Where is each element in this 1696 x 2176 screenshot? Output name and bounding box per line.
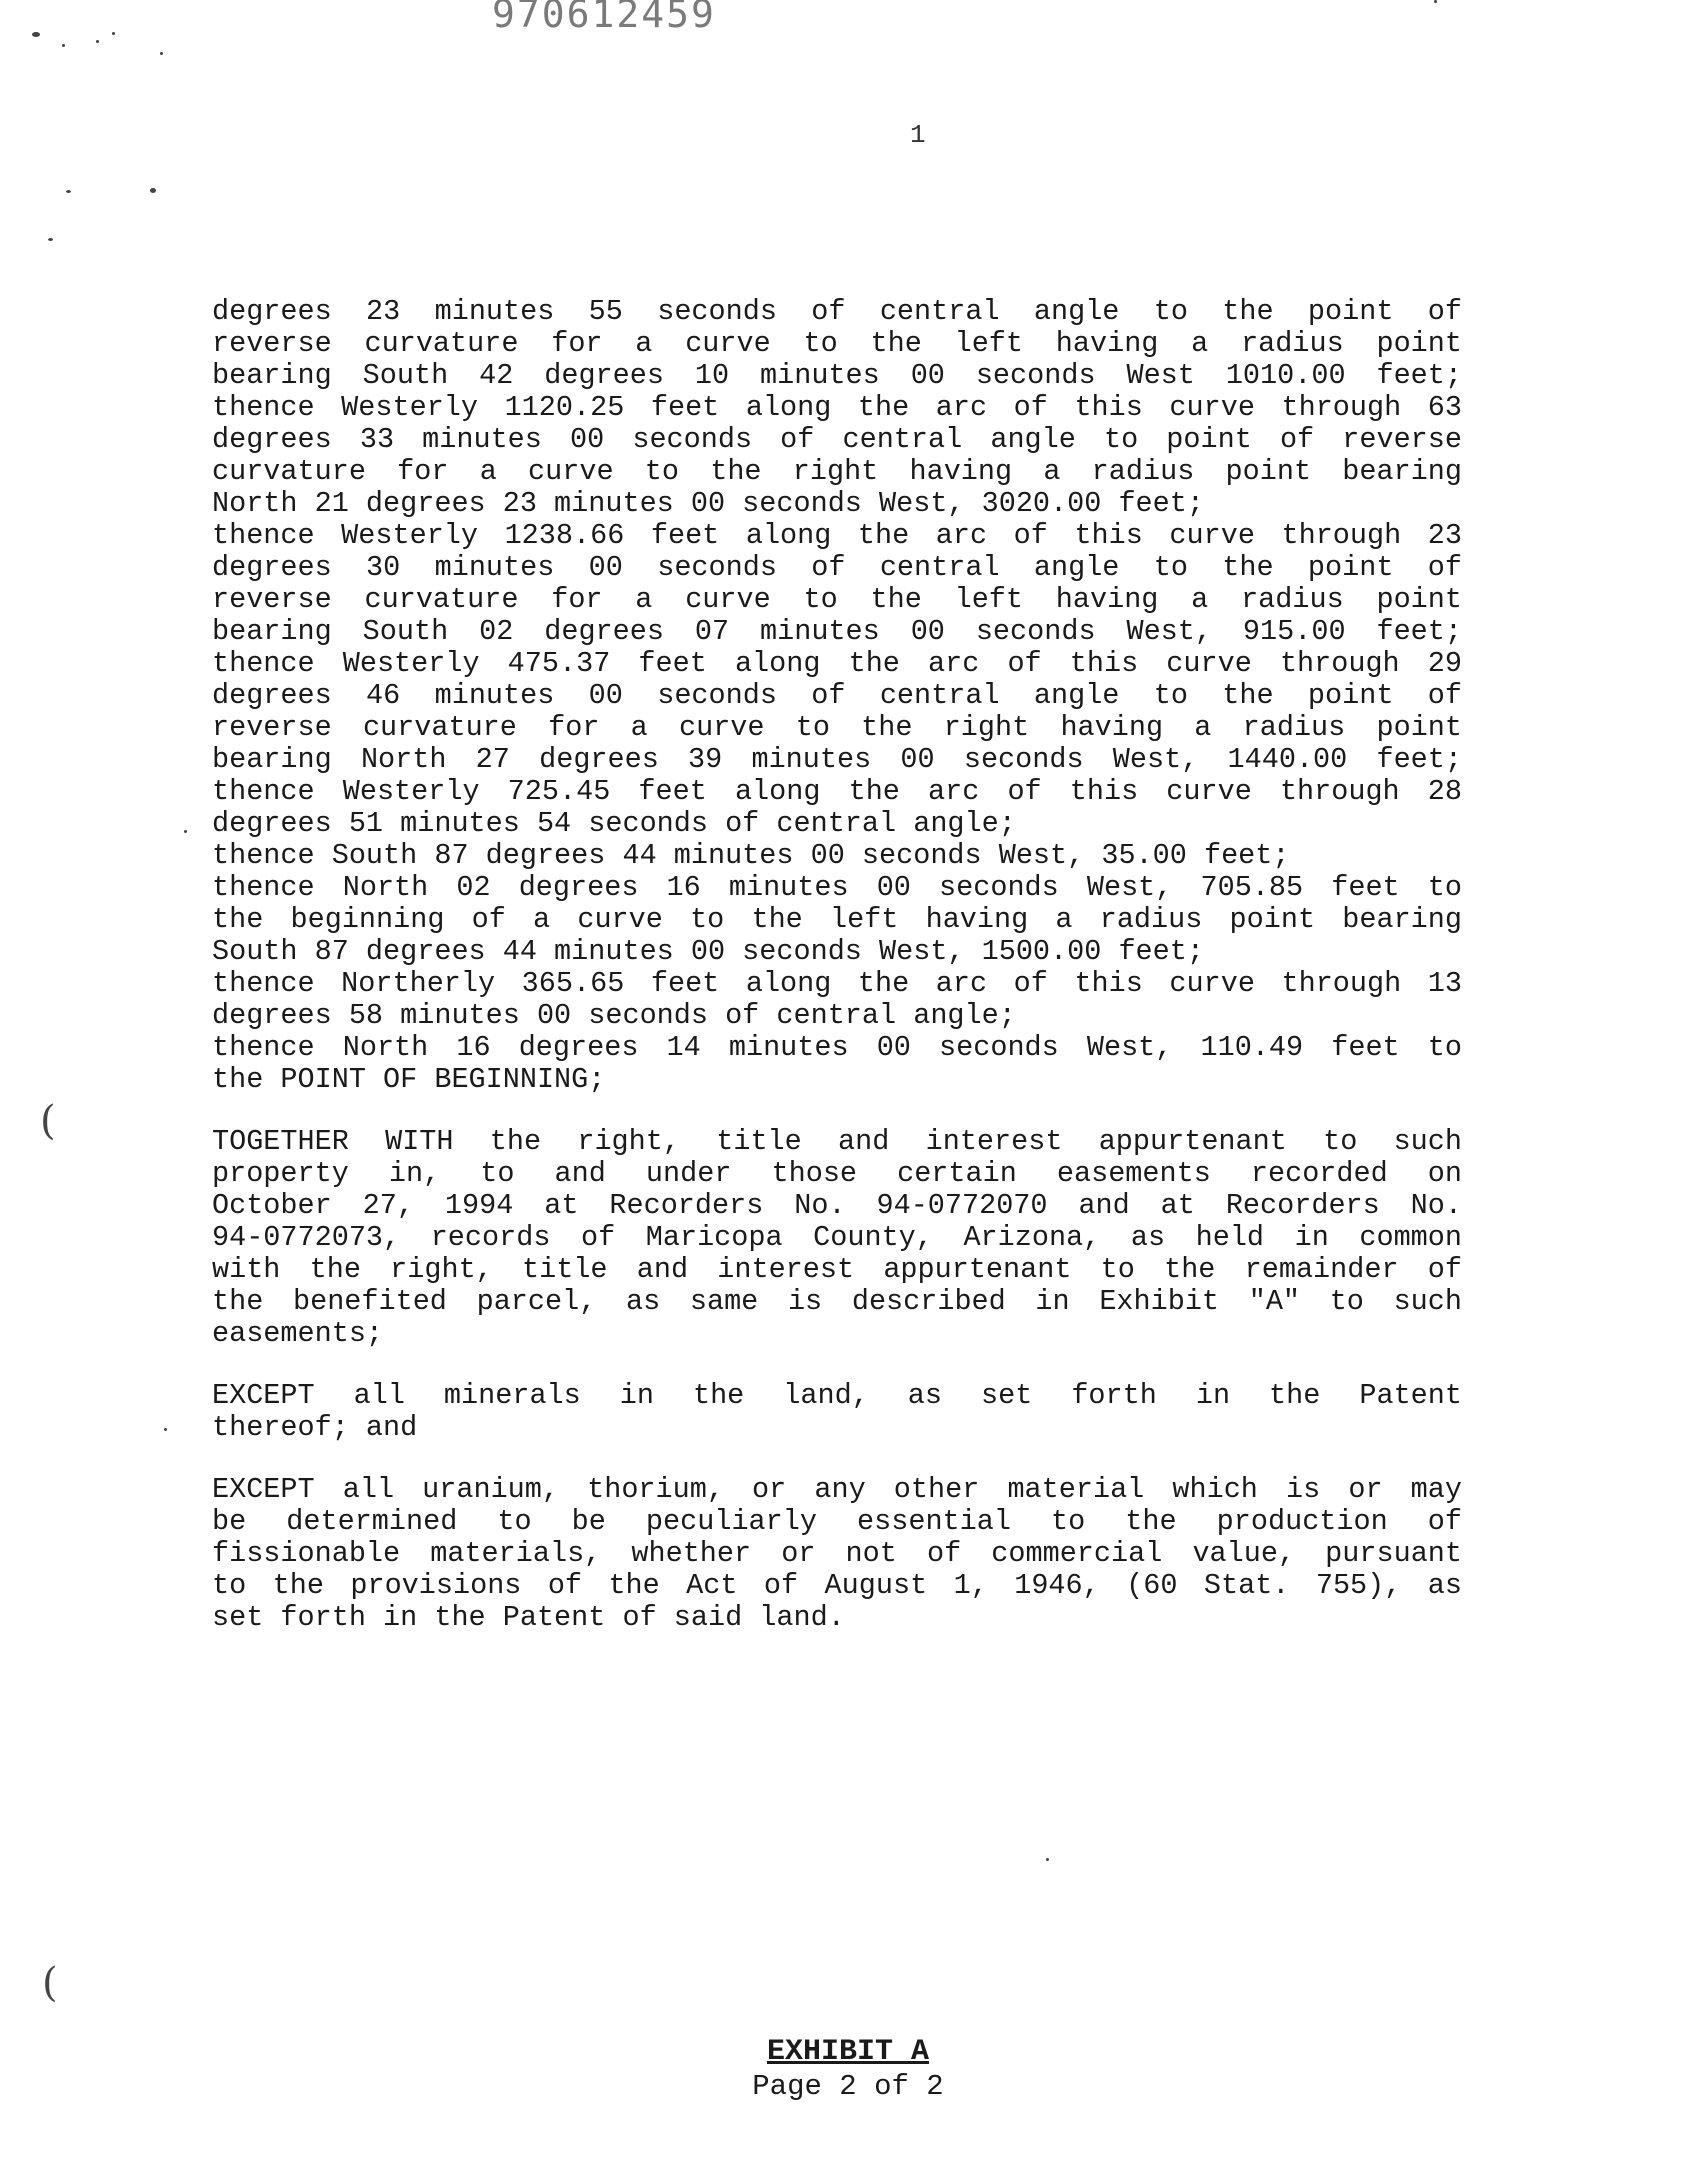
scan-speck <box>112 32 115 35</box>
text-line: North 21 degrees 23 minutes 00 seconds West, 3020.00 feet; <box>212 488 1204 520</box>
page-count: Page 2 of 2 <box>752 2070 944 2103</box>
legal-description <box>212 296 1462 1634</box>
scan-speck <box>62 44 65 47</box>
text-line: October 27, 1994 at Recorders No. 94-0772070 and at Recorders No. <box>212 1190 1462 1222</box>
text-line: EXCEPT all minerals in the land, as set forth in the Patent <box>212 1380 1462 1412</box>
text-line: with the right, title and interest appurtenant to the remainder of <box>212 1254 1462 1286</box>
scan-speck <box>66 190 71 193</box>
text-line: degrees 51 minutes 54 seconds of central angle; <box>212 808 1016 840</box>
text-line: thence Northerly 365.65 feet along the arc of this curve through 13 <box>212 968 1462 1000</box>
paragraph-except-minerals <box>212 1380 1462 1444</box>
text-line: TOGETHER WITH the right, title and interest appurtenant to such <box>212 1126 1462 1158</box>
text-line: thence Westerly 475.37 feet along the arc of this curve through 29 <box>212 648 1462 680</box>
scan-speck <box>1046 1858 1049 1861</box>
scan-speck <box>160 52 163 55</box>
text-line: reverse curvature for a curve to the left having a radius point <box>212 584 1462 616</box>
paragraph-except-uranium <box>212 1474 1462 1634</box>
scan-speck <box>1434 0 1437 3</box>
scan-speck <box>184 830 187 833</box>
text-line: degrees 46 minutes 00 seconds of central angle to the point of <box>212 680 1462 712</box>
text-line: thence Westerly 725.45 feet along the arc of this curve through 28 <box>212 776 1462 808</box>
page-mark: 1 <box>910 120 926 150</box>
paragraph-metes-and-bounds <box>212 296 1462 1096</box>
exhibit-footer <box>0 2034 1696 2104</box>
text-line: thereof; and <box>212 1412 418 1444</box>
scan-speck <box>96 40 99 43</box>
text-line: to the provisions of the Act of August 1, 1946, (60 Stat. 755), as <box>212 1570 1462 1602</box>
text-line: thence Westerly 1120.25 feet along the arc of this curve through 63 <box>212 392 1462 424</box>
text-line: thence North 16 degrees 14 minutes 00 seconds West, 110.49 feet to <box>212 1032 1462 1064</box>
text-line: thence South 87 degrees 44 minutes 00 seconds West, 35.00 feet; <box>212 840 1290 872</box>
text-line: South 87 degrees 44 minutes 00 seconds West, 1500.00 feet; <box>212 936 1204 968</box>
text-line: the POINT OF BEGINNING; <box>212 1064 606 1096</box>
text-line: the benefited parcel, as same is described in Exhibit "A" to such <box>212 1286 1462 1318</box>
text-line: thence Westerly 1238.66 feet along the arc of this curve through 23 <box>212 520 1462 552</box>
text-line: reverse curvature for a curve to the right having a radius point <box>212 712 1462 744</box>
scan-speck <box>32 32 40 37</box>
text-line: the beginning of a curve to the left having a radius point bearing <box>212 904 1462 936</box>
paragraph-together-with <box>212 1126 1462 1350</box>
margin-paren: ( <box>40 1098 56 1144</box>
exhibit-title: EXHIBIT A <box>766 2035 930 2069</box>
recording-number: 970612459 <box>492 0 716 36</box>
margin-paren: ( <box>42 1960 58 2006</box>
scan-speck <box>48 238 53 241</box>
text-line: degrees 33 minutes 00 seconds of central angle to point of reverse <box>212 424 1462 456</box>
text-line: be determined to be peculiarly essential to the production of <box>212 1506 1462 1538</box>
text-line: degrees 58 minutes 00 seconds of central angle; <box>212 1000 1016 1032</box>
text-line: property in, to and under those certain easements recorded on <box>212 1158 1462 1190</box>
text-line: bearing South 02 degrees 07 minutes 00 seconds West, 915.00 feet; <box>212 616 1462 648</box>
text-line: fissionable materials, whether or not of commercial value, pursuant <box>212 1538 1462 1570</box>
text-line: set forth in the Patent of said land. <box>212 1602 845 1634</box>
scan-speck <box>164 1428 167 1431</box>
text-line: bearing South 42 degrees 10 minutes 00 seconds West 1010.00 feet; <box>212 360 1462 392</box>
text-line: curvature for a curve to the right having a radius point bearing <box>212 456 1462 488</box>
text-line: degrees 30 minutes 00 seconds of central angle to the point of <box>212 552 1462 584</box>
text-line: bearing North 27 degrees 39 minutes 00 seconds West, 1440.00 feet; <box>212 744 1462 776</box>
scan-speck <box>150 188 156 193</box>
text-line: reverse curvature for a curve to the left having a radius point <box>212 328 1462 360</box>
text-line: thence North 02 degrees 16 minutes 00 seconds West, 705.85 feet to <box>212 872 1462 904</box>
text-line: 94-0772073, records of Maricopa County, Arizona, as held in common <box>212 1222 1462 1254</box>
text-line: easements; <box>212 1318 384 1350</box>
text-line: degrees 23 minutes 55 seconds of central angle to the point of <box>212 296 1462 328</box>
text-line: EXCEPT all uranium, thorium, or any other material which is or may <box>212 1474 1462 1506</box>
